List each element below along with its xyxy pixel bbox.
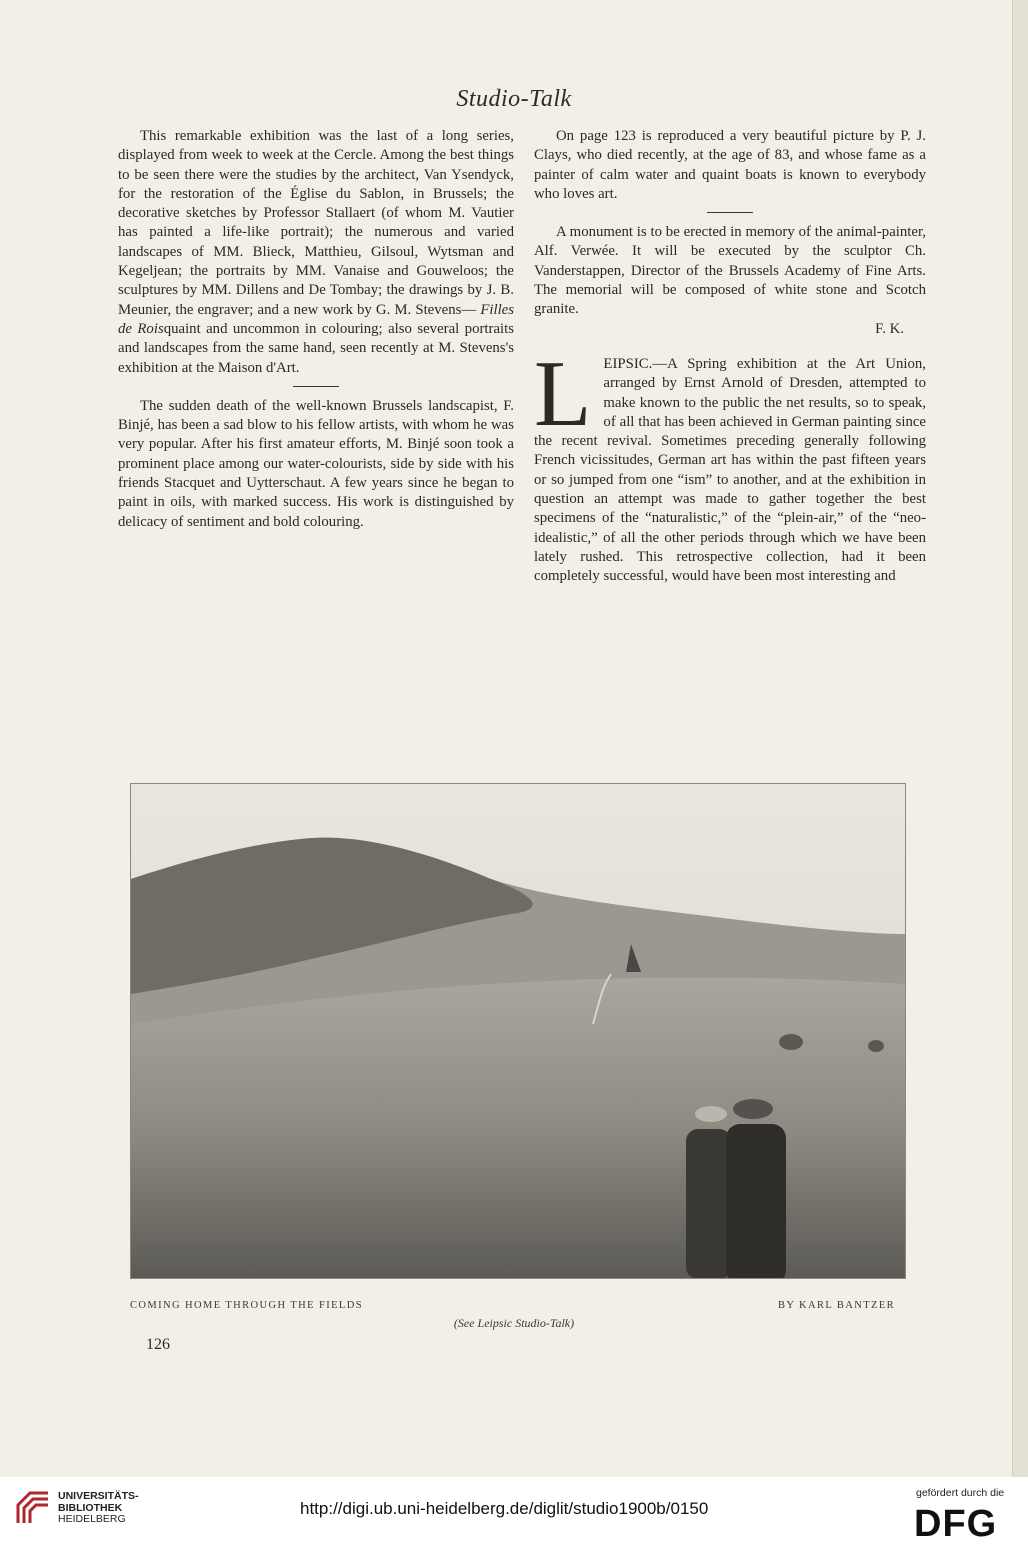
library-name bbox=[58, 1491, 139, 1526]
library-name-line2: BIBLIOTHEK bbox=[58, 1501, 123, 1514]
footer-bar bbox=[0, 1477, 1028, 1557]
section-divider bbox=[707, 212, 753, 213]
paragraph-exhibition-text: This remarkable exhibition was the last of a long series, displayed from week to week at the Cercle. Among the best things to be seen there were the studies by the architect, Van Ysendyck, for the restoration of the Église du Sablon, in Brussels; the decorative sketches by Professor Stallaert (of whom M. Vautier has painted a life-like portrait); the numerous and varied landscapes of MM. Blieck, Matthieu, Gilsoul, Wytsman and Kegeljean; the portraits by MM. Vanaise and Gouweloos; the sculptures by MM. Dillens and De Tombay; the drawings by J. B. Meunier, the engraver; and a new work by G. M. Stevens— bbox=[118, 128, 514, 318]
section-divider bbox=[293, 386, 339, 387]
leipsic-text: EIPSIC.—A Spring exhibition at the Art Union, arranged by Ernst Arnold of Dresden, attempted to make known to the public the net results, so to speak, of all that has been achieved in German painting since the recent revival. Sometimes preceding generally following French vicissitudes, German art has within the past fifteen years or so jumped from one “ism” to another, and at the exhibition in question an attempt was made to gather together the best specimens of the “naturalistic,” of the “plein-air,” of the “neo-idealistic,” of all the other periods through which we have been lately rushed. This retrospective collection, had it been completely successful, would have been most interesting and bbox=[534, 355, 926, 585]
landscape-image bbox=[131, 784, 905, 1278]
library-name-line1: UNIVERSITÄTS- bbox=[58, 1490, 139, 1502]
right-column bbox=[534, 127, 926, 587]
wheat-field bbox=[131, 978, 905, 1278]
italic-title: Filles de Rois bbox=[118, 301, 515, 337]
left-column bbox=[118, 127, 514, 532]
source-url-link[interactable]: http://digi.ub.uni-heidelberg.de/diglit/studio1900b/0150 bbox=[300, 1499, 709, 1518]
paragraph-clays: On page 123 is reproduced a very beautiful picture by P. J. Clays, who died recently, at the age of 83, and whose fame as a painter of calm water and quaint boats is known to everybody who loves art. bbox=[534, 128, 926, 202]
dfg-logo: DFG bbox=[914, 1503, 998, 1545]
library-logo-icon bbox=[14, 1489, 52, 1527]
paragraph-binje: The sudden death of the well-known Brussels landscapist, F. Binjé, has been a sad blow to his fellow artists, with whom he was very popular. After his first amateur efforts, M. Binjé soon took a prominent place among our water-colourists, side by side with his friends Stacquet and Uytterschaut. A few years since he began to paint in oils, with marked success. His work is distinguished by delicacy of sentiment and bold colouring. bbox=[118, 397, 514, 530]
page-number: 126 bbox=[146, 1336, 170, 1353]
paragraph-leipsic bbox=[534, 341, 926, 587]
page-title: Studio-Talk bbox=[456, 86, 572, 112]
bush bbox=[779, 1034, 803, 1050]
figure-caption-title: COMING HOME THROUGH THE FIELDS bbox=[130, 1300, 363, 1311]
paragraph-verwee: A monument is to be erected in memory of the animal-painter, Alf. Verwée. It will be executed by the sculptor Ch. Vanderstappen, Director of the Brussels Academy of Fine Arts. The memorial will be composed of white stone and Scotch granite. bbox=[534, 224, 926, 318]
bush bbox=[868, 1040, 884, 1052]
funded-by-label: gefördert durch die bbox=[916, 1487, 1005, 1499]
drop-cap: L bbox=[534, 341, 592, 446]
library-name-line3: HEIDELBERG bbox=[58, 1513, 126, 1525]
figure-caption-artist: BY KARL BANTZER bbox=[778, 1300, 896, 1311]
signature: F. K. bbox=[875, 320, 904, 337]
figure-caption-note: (See Leipsic Studio-Talk) bbox=[453, 1316, 575, 1330]
landscape-illustration bbox=[130, 783, 906, 1279]
paragraph-exhibition-cont: quaint and uncommon in colouring; also several portraits and landscapes from the same hand, seen recently at M. Stevens's exhibition at the Maison d'Art. bbox=[118, 320, 514, 376]
paragraph-exhibition bbox=[118, 127, 514, 378]
leipsic-section bbox=[534, 341, 926, 587]
